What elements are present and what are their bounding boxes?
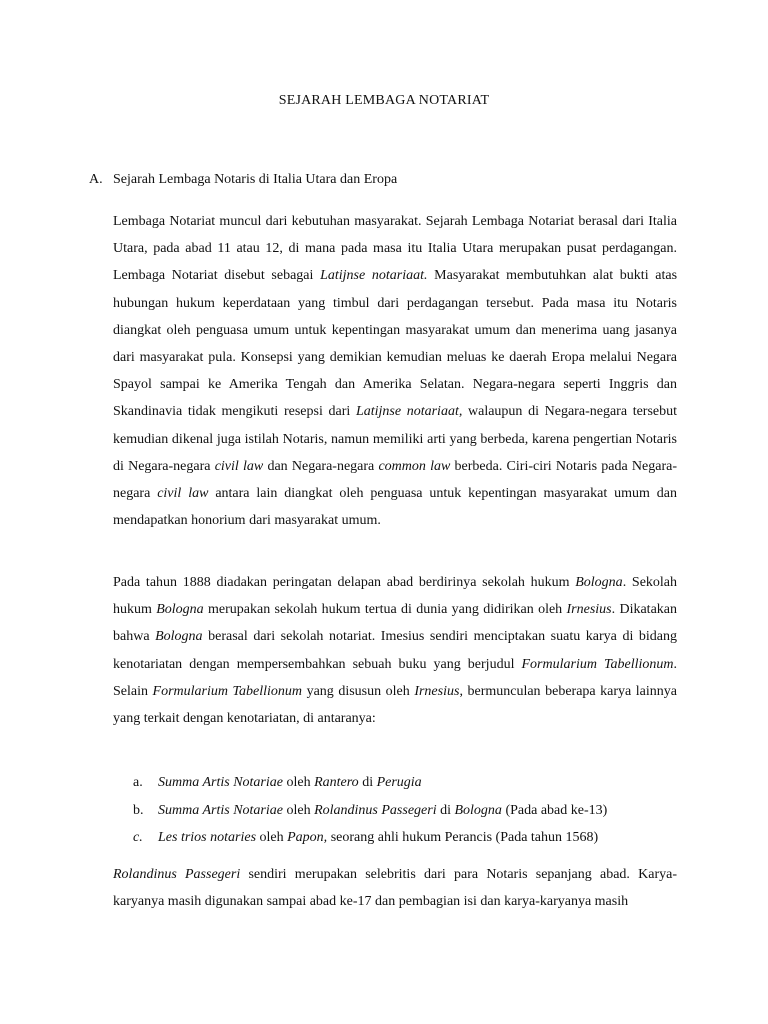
list-item — [113, 769, 677, 797]
italic-term: Formularium Tabellionum — [521, 656, 674, 672]
place-name: Bologna — [454, 802, 502, 818]
work-title: Summa Artis Notariae — [158, 802, 283, 818]
text-run: , bermunculan beberapa karya lainnya yang terkait dengan kenotariatan, di antaranya: — [113, 683, 677, 727]
place-name: Perugia — [376, 775, 422, 790]
text-run: (Pada abad ke-13) — [501, 802, 608, 818]
section-letter: A. — [89, 172, 103, 187]
list-item — [113, 824, 677, 852]
paragraph-notariat-origin — [113, 208, 677, 534]
text-run: oleh — [256, 830, 288, 845]
author-name: Rolandinus Passegeri — [314, 802, 437, 818]
text-run: . Selain — [113, 656, 677, 699]
author-name: Papon, — [287, 830, 328, 845]
text-run: yang disusun oleh — [302, 683, 415, 699]
text-run: di — [358, 775, 377, 790]
italic-term: Irnesius — [414, 683, 460, 699]
author-name: Rantero — [314, 775, 359, 790]
text-run: walaupun di Negara-negara tersebut kemudian dikenal juga istilah Notaris, namun memiliki arti yang berbeda, karena pengertian Notaris di Negara-negara — [113, 404, 678, 474]
section-heading — [89, 172, 397, 188]
work-title: Les trios notaries — [158, 830, 257, 845]
italic-term: Bologna — [575, 575, 623, 590]
work-title: Summa Artis Notariae — [158, 775, 283, 790]
text-run: Pada tahun 1888 diadakan peringatan delapan abad berdirinya sekolah hukum — [113, 575, 576, 590]
text-run: . Dikatakan bahwa — [113, 602, 677, 645]
paragraph-bologna — [113, 569, 677, 732]
text-run: berasal dari sekolah notariat. Imesius sendiri menciptakan suatu karya di bidang kenotariatan dengan mempersembahkan sebuah buku yang berjudul — [113, 629, 677, 672]
document-title: SEJARAH LEMBAGA NOTARIAT — [278, 93, 490, 108]
italic-term: Irnesius — [566, 602, 612, 618]
text-run: . Sekolah hukum — [113, 575, 678, 618]
text-run: di — [436, 802, 455, 818]
text-run: berbeda. Ciri-ciri Notaris pada Negara-negara — [113, 458, 677, 502]
text-run: seorang ahli hukum Perancis (Pada tahun 1568) — [327, 830, 599, 845]
text-run: antara lain diangkat oleh penguasa untuk kepentingan masyarakat umum dan mendapatkan honorium dari masyarakat umum. — [113, 486, 677, 529]
list-item — [113, 797, 677, 825]
text-run: oleh — [282, 775, 315, 790]
italic-term: Rolandinus Passegeri — [113, 867, 241, 882]
italic-term: civil law — [214, 458, 264, 474]
italic-term: Bologna — [156, 602, 204, 618]
text-run: Masyarakat membutuhkan alat bukti atas hubungan hukum keperdataan yang timbul dari perdagangan tersebut. Pada masa itu Notaris diangkat oleh penguasa umum untuk kepentingan masyarakat umum dan menerima uang jasanya dari masyarakat pula. Konsepsi yang demikian kemudian meluas ke daerah Eropa melalui Negara Spayol sampai ke Amerika Tengah dan Amerika Selatan. Negara-negara seperti Inggris dan Skandinavia tidak mengikuti resepsi dari — [113, 268, 678, 420]
text-run: Lembaga Notariat muncul dari kebutuhan masyarakat. Sejarah Lembaga Notariat berasal dari Italia Utara, pada abad 11 atau 12, di mana pada masa itu Italia Utara merupakan pusat perdagangan. Lembaga Notariat disebut sebagai — [113, 214, 677, 284]
list-marker: b. — [133, 802, 144, 818]
italic-term: common law — [378, 458, 451, 474]
italic-term: Bologna — [155, 629, 203, 645]
notarial-works-list — [113, 769, 677, 852]
italic-term: Latijnse notariaat, — [355, 404, 463, 420]
italic-term: civil law — [157, 486, 209, 502]
text-run: dan Negara-negara — [263, 458, 379, 474]
italic-term: Latijnse notariaat. — [320, 268, 428, 284]
paragraph-rolandinus — [113, 861, 677, 915]
section-heading-text: Sejarah Lembaga Notaris di Italia Utara dan Eropa — [113, 172, 398, 187]
text-run: oleh — [282, 802, 315, 818]
text-run: sendiri merupakan selebritis dari para Notaris sepanjang abad. Karya-karyanya masih digunakan sampai abad ke-17 dan pembagian isi dan karya-karyanya masih — [113, 867, 677, 910]
list-marker: c. — [133, 830, 143, 845]
text-run: merupakan sekolah hukum tertua di dunia yang didirikan oleh — [203, 602, 567, 618]
italic-term: Formularium Tabellionum — [152, 683, 303, 699]
list-marker: a. — [133, 775, 143, 790]
